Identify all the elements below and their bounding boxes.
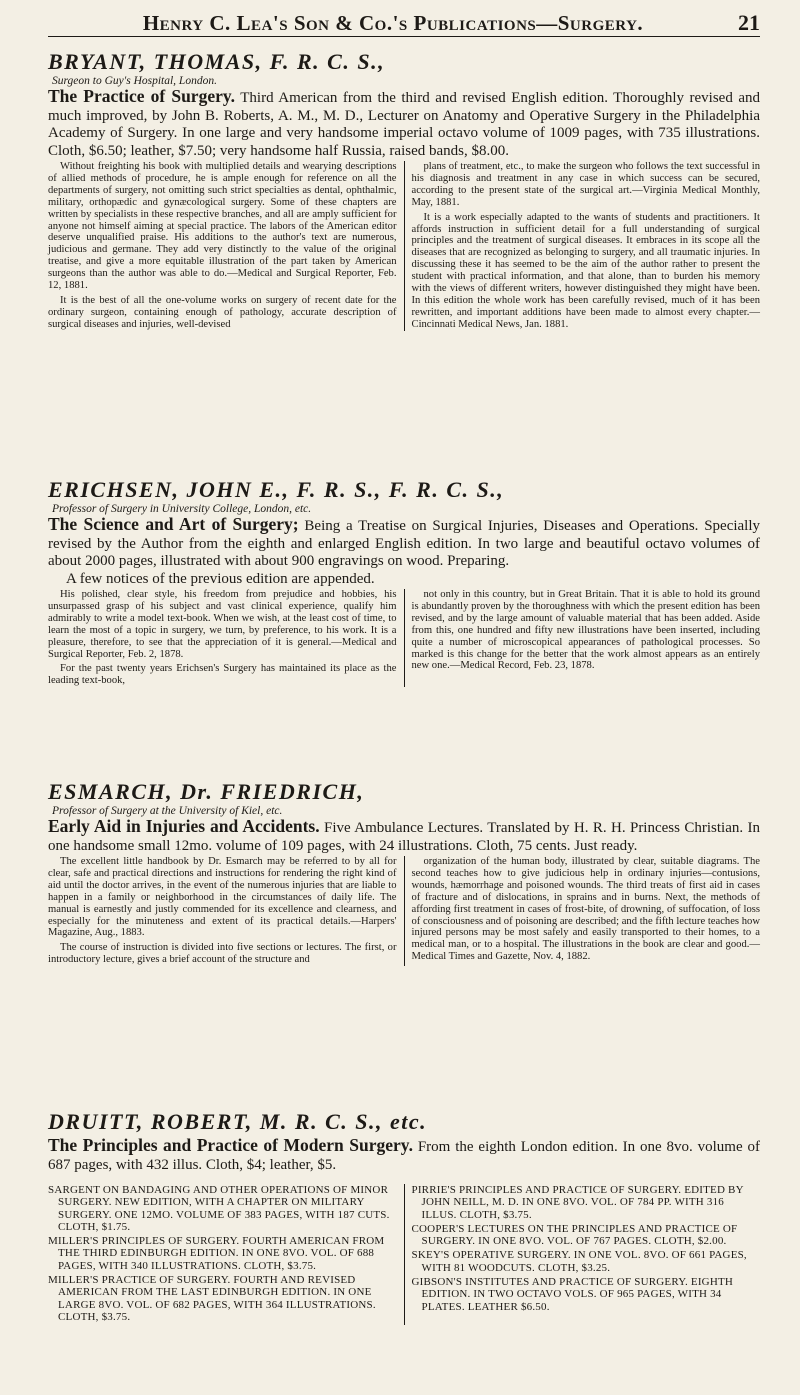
review-paragraph: It is the best of all the one-volume works on surgery of recent date for the ordinary surgeon, containing enough of pathology, accurate description of surgical diseases and injuries, well-devised	[48, 294, 397, 330]
entry-author: ESMARCH, Dr. FRIEDRICH,	[48, 779, 365, 804]
other-works-list	[48, 1184, 760, 1325]
running-head-title: Henry C. Lea's Son & Co.'s Publications—Surgery.	[142, 11, 644, 35]
review-paragraph: His polished, clear style, his freedom from prejudice and hobbies, his unsurpassed grasp of his subject and vast clinical experience, qualify him admirably to write a model text-book. When we wish, at the least cost of time, to learn the most of a topic in surgery, we turn, by preference, to his work. It is a pleasure, therefore, to see that the appreciation of it is general.—Medical and Surgical Reporter, Feb. 2, 1878.	[48, 589, 397, 660]
entry-affiliation: Professor of Surgery at the University of Kiel, etc.	[52, 805, 283, 817]
book-details: Being a Treatise on Surgical Injuries, Diseases and Operations. Specially revised by the Author from the eighth and enlarged English edition. In two large and beautiful octavo volumes of about 2000 pages, illustrated with about 900 engravings on wood. Preparing.	[48, 518, 761, 569]
entry-druitt	[48, 1110, 760, 1325]
page-number: 21	[738, 10, 760, 35]
entry-affiliation: Surgeon to Guy's Hospital, London.	[52, 75, 217, 87]
review-column-left	[48, 161, 404, 331]
review-column-right	[404, 589, 761, 687]
review-paragraph: Without freighting his book with multiplied details and wearying descriptions of allied methods of procedure, he is ample enough for reference on all the departments of surgery, not omitting such strict specialties as dental, ophthalmic, military, orthopædic and gynæcological surgery. Some of these chapters are written by specialists in these respective branches, and all are amply sufficient for anyone not himself aiming at special practice. The labors of the American editor deserve unqualified praise. His additions to the author's text are numerous, judicious and germane. They add very distinctly to the value of the original treatise, and give a more equitable illustration of the part taken by American surgeons than the author was able to do.—Medical and Surgical Reporter, Feb. 12, 1881.	[48, 161, 397, 292]
review-paragraph: not only in this country, but in Great Britain. That it is able to hold its ground is abundantly proven by the thoroughness with which the present edition has been revised, and by the large amount of valuable material that has been added. Aside from this, one hundred and fifty new illustrations have been inserted, including quite a number of microscopical appearances of pathological processes. So marked is this change for the better that the work almost appears as an entirely new one.—Medical Record, Feb. 23, 1878.	[411, 589, 760, 672]
list-item: MILLER'S PRINCIPLES OF SURGERY. FOURTH AMERICAN FROM THE THIRD EDINBURGH EDITION. IN ONE 8VO. VOL. OF 688 PAGES, WITH 340 ILLUSTRATIONS. CLOTH, $3.75.	[48, 1235, 385, 1272]
review-column-left	[48, 856, 404, 966]
book-title: The Principles and Practice of Modern Surgery.	[48, 1135, 413, 1155]
entry-description	[48, 1137, 760, 1174]
review-column-left	[48, 589, 404, 687]
review-columns	[48, 161, 760, 331]
review-columns	[48, 856, 760, 966]
list-item: SARGENT ON BANDAGING AND OTHER OPERATIONS OF MINOR SURGERY. NEW EDITION, WITH A CHAPTER ON MILITARY SURGERY. ONE 12MO. VOLUME OF 383 PAGES, WITH 187 CUTS. CLOTH, $1.75.	[48, 1184, 390, 1233]
review-paragraph: plans of treatment, etc., to make the surgeon who follows the text successful in his diagnosis and treatment in any case in which success can be secured, according to the present state of the surgical art.—Virginia Medical Monthly, May, 1881.	[411, 161, 760, 208]
list-item: MILLER'S PRACTICE OF SURGERY. FOURTH AND REVISED AMERICAN FROM THE LAST EDINBURGH EDITION. IN ONE LARGE 8VO. VOL. OF 682 PAGES, WITH 364 ILLUSTRATIONS. CLOTH, $3.75.	[48, 1274, 376, 1323]
book-details: Five Ambulance Lectures. Translated by H. R. H. Princess Christian. In one handsome small 12mo. volume of 109 pages, with 24 illustrations. Cloth, 75 cents. Just ready.	[48, 820, 760, 854]
review-columns	[48, 589, 760, 687]
entry-erichsen	[48, 478, 760, 687]
entry-description	[48, 88, 760, 160]
list-column-right	[404, 1184, 761, 1325]
entry-author: ERICHSEN, JOHN E., F. R. S., F. R. C. S.,	[48, 477, 505, 502]
book-details: From the eighth London edition. In one 8vo. volume of 687 pages, with 432 illus. Cloth, $4; leather, $5.	[48, 1139, 760, 1173]
review-paragraph: The excellent little handbook by Dr. Esmarch may be referred to by all for clear, safe and practical directions and instructions for rendering the right kind of aid until the doctor arrives, in the event of the numerous injuries that are liable to happen in a family or neighborhood in the circumstances of daily life. The manual is earnestly and justly commended for its excellence and clearness, and especially for the minuteness and extent of its practical details.—Harpers' Magazine, Aug., 1883.	[48, 856, 397, 939]
running-head	[48, 10, 760, 37]
list-item: COOPER'S LECTURES ON THE PRINCIPLES AND PRACTICE OF SURGERY. IN ONE 8VO. VOL. OF 767 PAGES. CLOTH, $2.00.	[411, 1222, 738, 1248]
entry-author: BRYANT, THOMAS, F. R. C. S.,	[48, 49, 386, 74]
book-title: Early Aid in Injuries and Accidents.	[48, 816, 320, 836]
list-item: SKEY'S OPERATIVE SURGERY. IN ONE VOL. 8VO. OF 661 PAGES, WITH 81 WOODCUTS. CLOTH, $3.25.	[411, 1249, 747, 1274]
book-title: The Practice of Surgery.	[48, 86, 236, 106]
review-paragraph: organization of the human body, illustrated by clear, suitable diagrams. The second teaches how to give judicious help in ordinary injuries—contusions, wounds, hæmorrhage and poisoned wounds. The third treats of first aid in cases of fracture and of dislocations, in sprains and in burns. Next, the methods of affording first treatment in cases of frost-bite, of drowning, of suffocation, of loss of consciousness and of poisoning are described; and the fifth lecture teaches how injured persons may be most safely and easily transported to their homes, to a medical man, or to a hospital. The illustrations in the book are clear and good.—Medical Times and Gazette, Nov. 4, 1882.	[411, 856, 760, 963]
list-item: GIBSON'S INSTITUTES AND PRACTICE OF SURGERY. EIGHTH EDITION. IN TWO OCTAVO VOLS. OF 965 PAGES, WITH 34 PLATES. LEATHER $6.50.	[411, 1276, 734, 1313]
entry-esmarch	[48, 780, 760, 966]
entry-description	[48, 516, 760, 571]
book-details: Third American from the third and revised English edition. Thoroughly revised and much improved, by John B. Roberts, A. M., M. D., Lecturer on Anatomy and Operative Surgery in the Philadelphia Academy of Surgery. In one large and very handsome imperial octavo volume of 1009 pages, with 735 illustrations. Cloth, $6.50; leather, $7.50; very handsome half Russia, raised bands, $8.00.	[48, 90, 760, 159]
review-paragraph: For the past twenty years Erichsen's Surgery has maintained its place as the leading text-book,	[48, 663, 397, 687]
entry-bryant	[48, 50, 760, 331]
list-item: PIRRIE'S PRINCIPLES AND PRACTICE OF SURGERY. EDITED BY JOHN NEILL, M. D. IN ONE 8VO. VOL. OF 784 PP. WITH 316 ILLUS. CLOTH, $3.75.	[411, 1184, 744, 1221]
list-column-left	[48, 1184, 404, 1325]
review-paragraph: It is a work especially adapted to the wants of students and practitioners. It affords instruction in sufficient detail for a full understanding of surgical principles and the treatment of surgical diseases. It embraces in its scope all the diseases that are recognized as belonging to surgery, and all traumatic injuries. In discussing these it has seemed to be the aim of the author rather to present the student with practical information, and that alone, than to burden his memory with the views of different writers, however distinguished they might have been. In this edition the whole work has been carefully revised, much of it has been rewritten, and important additions have been made to almost every chapter.—Cincinnati Medical News, Jan. 1881.	[411, 211, 760, 330]
entry-description	[48, 818, 760, 855]
entry-author: DRUITT, ROBERT, M. R. C. S., etc.	[48, 1109, 428, 1134]
review-paragraph: The course of instruction is divided into five sections or lectures. The first, or introductory lecture, gives a brief account of the structure and	[48, 942, 397, 966]
book-title: The Science and Art of Surgery;	[48, 514, 299, 534]
review-column-right	[404, 856, 761, 966]
review-column-right	[404, 161, 761, 331]
entry-affiliation: Professor of Surgery in University College, London, etc.	[52, 503, 312, 515]
notices-note: A few notices of the previous edition are appended.	[66, 570, 375, 587]
